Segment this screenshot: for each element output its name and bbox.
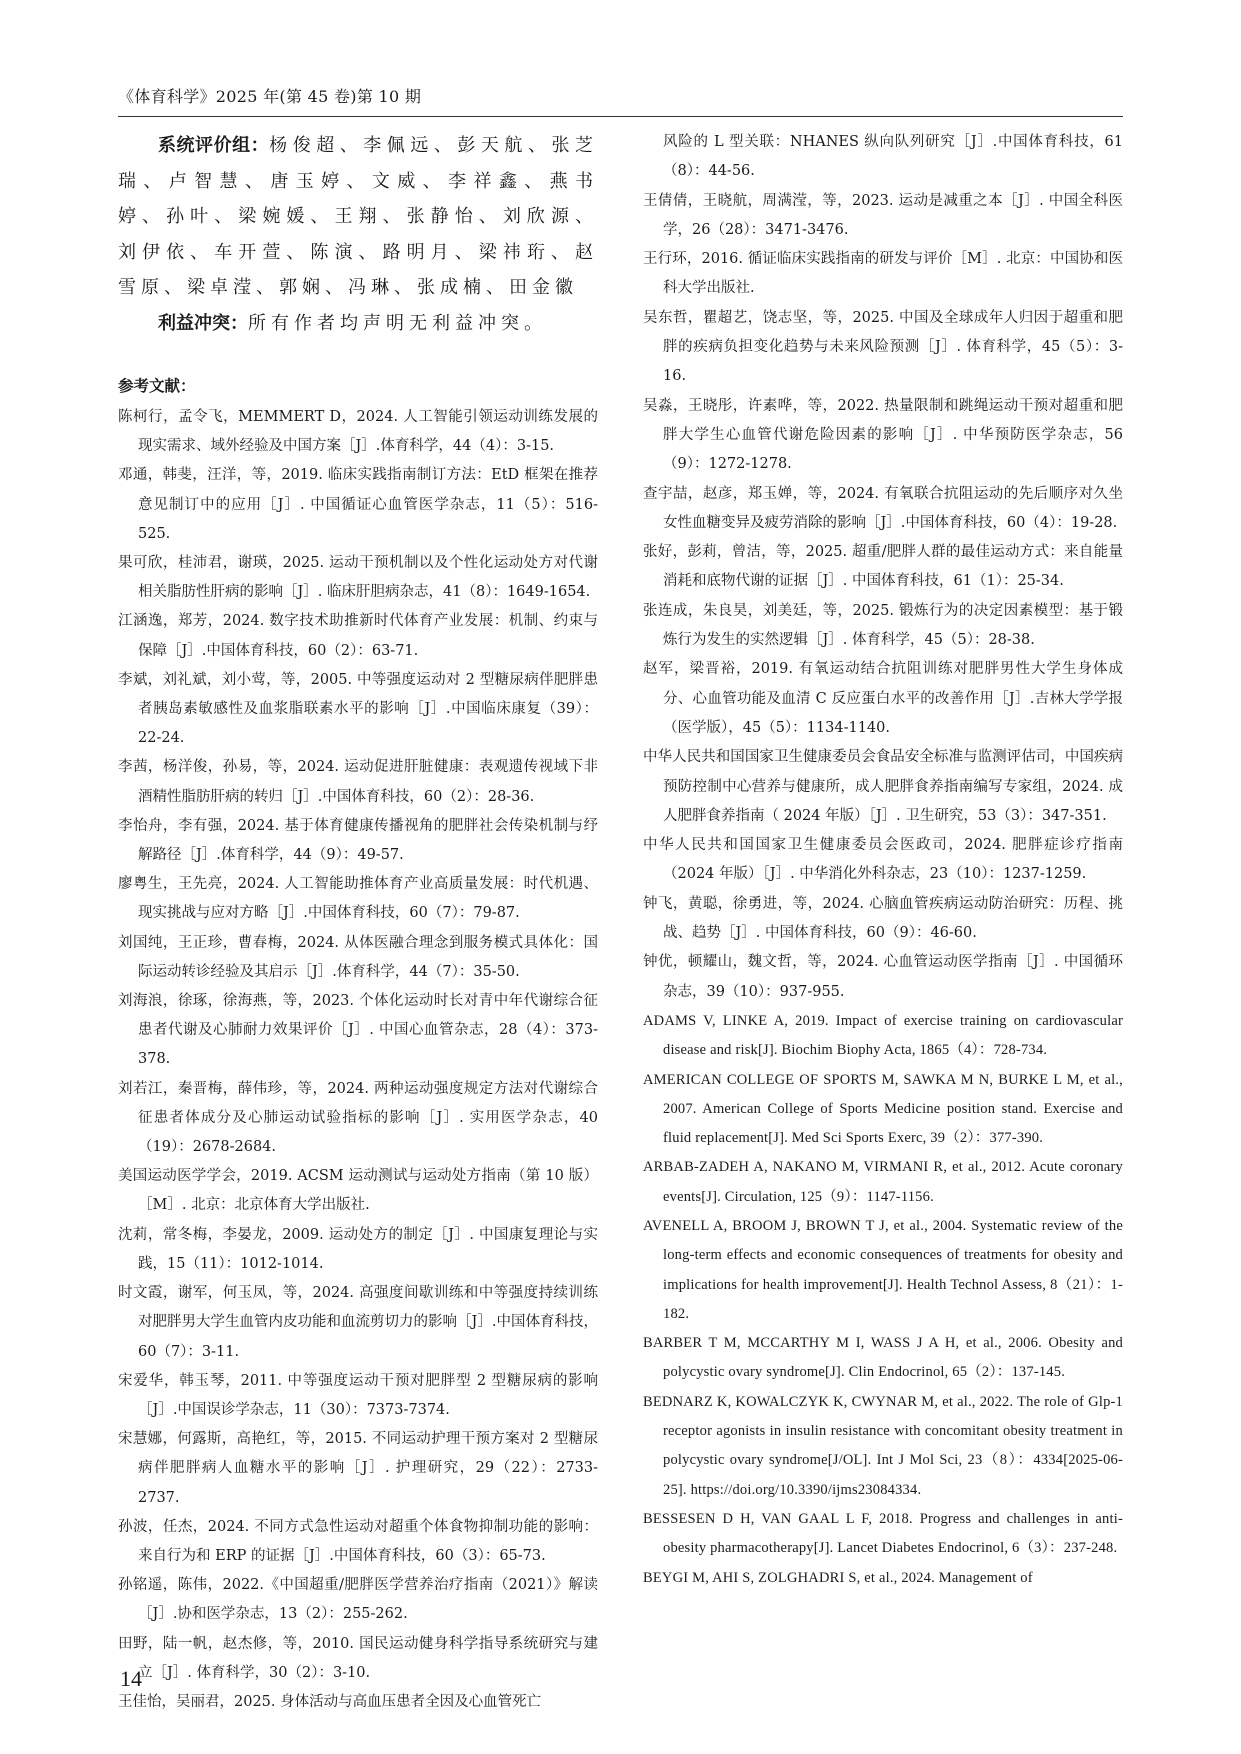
reference-item: ADAMS V, LINKE A, 2019. Impact of exercise training on cardiovascular disease and risk[J]. Biochim Biophy Acta, 1865（4）：728-734. — [643, 1012, 1123, 1059]
reference-item: 赵军，梁晋裕，2019. 有氧运动结合抗阻训练对肥胖男性大学生身体成分、心血管功能及血清 C 反应蛋白水平的改善作用［J］.吉林大学学报（医学版），45（5）：1134-1140. — [643, 661, 1123, 736]
reference-item: 刘国纯，王正珍，曹春梅，2024. 从体医融合理念到服务模式具体化：国际运动转诊经验及其启示［J］.体育科学，44（7）：35-50. — [118, 934, 598, 980]
reference-item: AMERICAN COLLEGE OF SPORTS M, SAWKA M N, BURKE L M, et al., 2007. American College of Sports Medicine position stand. Exercise and fluid replacement[J]. Med Sci Sports Exerc, 39（2）：377-390. — [643, 1071, 1123, 1147]
reference-item: 时文霞，谢军，何玉凤，等，2024. 高强度间歇训练和中等强度持续训练对肥胖男大学生血管内皮功能和血流剪切力的影响［J］.中国体育科技，60（7）：3-11. — [118, 1285, 598, 1360]
review-group-text: 杨俊超、李佩远、彭天航、张芝瑞、卢智慧、唐玉婷、文威、李祥鑫、燕书婷、孙叶、梁婉媛、王翔、张静怡、刘欣源、刘伊依、车开萱、陈演、路明月、梁祎珩、赵雪原、梁卓滢、郭娴、冯琳、张成楠、田金徽 — [118, 135, 599, 298]
reference-item: 吴东哲，瞿超艺，饶志坚，等，2025. 中国及全球成年人归因于超重和肥胖的疾病负担变化趋势与未来风险预测［J］. 体育科学，45（5）：3-16. — [643, 309, 1123, 385]
reference-item: BARBER T M, MCCARTHY M I, WASS J A H, et al., 2006. Obesity and polycystic ovary syndrome[J]. Clin Endocrinol, 65（2）：137-145. — [643, 1335, 1123, 1381]
reference-item: 宋慧娜，何露斯，高艳红，等，2015. 不同运动护理干预方案对 2 型糖尿病伴肥胖病人血糖水平的影响［J］. 护理研究，29（22）：2733-2737. — [118, 1431, 598, 1506]
reference-item: 廖粤生，王先亮，2024. 人工智能助推体育产业高质量发展：时代机遇、现实挑战与应对方略［J］.中国体育科技，60（7）：79-87. — [118, 876, 598, 922]
reference-item: 中华人民共和国国家卫生健康委员会食品安全标准与监测评估司，中国疾病预防控制中心营养与健康所，成人肥胖食养指南编写专家组，2024. 成人肥胖食养指南（ 2024 年版）［J］. 卫生研究，53（3）：347-351. — [643, 749, 1123, 824]
reference-item: BEDNARZ K, KOWALCZYK K, CWYNAR M, et al., 2022. The role of Glp-1 receptor agonists in insulin resistance with concomitant obesity treatment in polycystic ovary syndrome[J/OL]. Int J Mol Sci, 23（8）：4334[2025-06-25]. https://doi.org/10.3390/ijms23084334. — [643, 1393, 1123, 1498]
conflict-label: 利益冲突： — [158, 312, 248, 334]
running-header: 《体育科学》2025 年(第 45 卷)第 10 期 — [118, 87, 422, 106]
reference-item: 美国运动医学学会，2019. ACSM 运动测试与运动处方指南（第 10 版）［M］. 北京：北京体育大学出版社. — [118, 1168, 598, 1214]
reference-item: 孙波，任杰，2024. 不同方式急性运动对超重个体食物抑制功能的影响：来自行为和 ERP 的证据［J］.中国体育科技，60（3）：65-73. — [118, 1518, 598, 1564]
reference-item: 江涵逸，郑芳，2024. 数字技术助推新时代体育产业发展：机制、约束与保障［J］.中国体育科技，60（2）：63-71. — [118, 613, 598, 659]
references-heading: 参考文献： — [118, 377, 196, 395]
reference-item: 查宇喆，赵彦，郑玉婵，等，2024. 有氧联合抗阻运动的先后顺序对久坐女性血糖变异及疲劳消除的影响［J］.中国体育科技，60（4）：19-28. — [643, 485, 1123, 531]
conflict-paragraph — [118, 306, 598, 342]
reference-item: 孙铭遥，陈伟，2022.《中国超重/肥胖医学营养治疗指南（2021）》解读［J］.协和医学杂志，13（2）：255-262. — [118, 1577, 598, 1623]
reference-item: 刘海浪，徐琢，徐海燕，等，2023. 个体化运动时长对青中年代谢综合征患者代谢及心肺耐力效果评价［J］. 中国心血管杂志，28（4）：373-378. — [118, 993, 598, 1068]
review-group-paragraph — [118, 128, 598, 306]
review-group-label: 系统评价组： — [158, 135, 270, 156]
reference-item: 张连成，朱良昊，刘美廷，等，2025. 锻炼行为的决定因素模型：基于锻炼行为发生的实然逻辑［J］. 体育科学，45（5）：28-38. — [643, 602, 1123, 649]
right-column — [643, 128, 1123, 1593]
reference-item: 宋爱华，韩玉琴，2011. 中等强度运动干预对肥胖型 2 型糖尿病的影响［J］.中国误诊学杂志，11（30）：7373-7374. — [118, 1372, 598, 1418]
reference-item: 陈柯行，孟令飞，MEMMERT D，2024. 人工智能引领运动训练发展的现实需求、域外经验及中国方案［J］.体育科学，44（4）：3-15. — [118, 409, 598, 455]
reference-item: 王佳怡，吴丽君，2025. 身体活动与高血压患者全因及心血管死亡 — [118, 1693, 542, 1710]
reference-item: 王倩倩，王晓航，周满滢，等，2023. 运动是减重之本［J］. 中国全科医学，26（28）：3471-3476. — [643, 192, 1123, 238]
reference-item: 李茜，杨洋俊，孙易，等，2024. 运动促进肝脏健康：表观遗传视域下非酒精性脂肪肝病的转归［J］.中国体育科技，60（2）：28-36. — [118, 759, 598, 805]
reference-item: 中华人民共和国国家卫生健康委员会医政司，2024. 肥胖症诊疗指南（2024 年版）［J］. 中华消化外科杂志，23（10）：1237-1259. — [643, 837, 1123, 883]
reference-item: BESSESEN D H, VAN GAAL L F, 2018. Progress and challenges in anti-obesity pharmacotherapy[J]. Lancet Diabetes Endocrinol, 6（3）：237-248. — [643, 1510, 1123, 1557]
reference-item: BEYGI M, AHI S, ZOLGHADRI S, et al., 2024. Management of — [643, 1569, 1033, 1586]
reference-item: 王行环，2016. 循证临床实践指南的研发与评价［M］. 北京：中国协和医科大学出版社. — [643, 251, 1123, 297]
reference-item: AVENELL A, BROOM J, BROWN T J, et al., 2004. Systematic review of the long-term effects and economic consequences of treatments for obesity and implications for health improvement[J]. Health Technol Assess, 8（21）：1-182. — [643, 1217, 1123, 1322]
reference-item: 李怡舟，李有强，2024. 基于体育健康传播视角的肥胖社会传染机制与纾解路径［J］.体育科学，44（9）：49-57. — [118, 817, 598, 864]
left-column — [118, 128, 598, 1717]
reference-item: 田野，陆一帆，赵杰修，等，2010. 国民运动健身科学指导系统研究与建立［J］. 体育科学，30（2）：3-10. — [118, 1635, 598, 1681]
reference-item: 刘若江，秦晋梅，薛伟珍，等，2024. 两种运动强度规定方法对代谢综合征患者体成分及心肺运动试验指标的影响［J］. 实用医学杂志，40（19）：2678-2684. — [118, 1080, 598, 1156]
reference-item: 沈莉，常冬梅，李晏龙，2009. 运动处方的制定［J］. 中国康复理论与实践，15（11）：1012-1014. — [118, 1226, 598, 1272]
reference-item: 钟飞，黄聪，徐勇进，等，2024. 心脑血管疾病运动防治研究：历程、挑战、趋势［J］. 中国体育科技，60（9）：46-60. — [643, 895, 1123, 942]
conflict-text: 所有作者均声明无利益冲突。 — [248, 312, 547, 334]
reference-item: 邓通，韩斐，汪洋，等，2019. 临床实践指南制订方法：EtD 框架在推荐意见制订中的应用［J］. 中国循证心血管医学杂志，11（5）：516-525. — [118, 467, 598, 542]
references-list-left — [118, 403, 598, 1717]
reference-item: 钟优，顿耀山，魏文哲，等，2024. 心血管运动医学指南［J］. 中国循环杂志，39（10）：937-955. — [643, 954, 1123, 1000]
reference-item: 李斌，刘礼斌，刘小莺，等，2005. 中等强度运动对 2 型糖尿病伴肥胖患者胰岛素敏感性及血浆脂联素水平的影响［J］.中国临床康复（39）：22-24. — [118, 671, 598, 747]
reference-item: 果可欣，桂沛君，谢瑛，2025. 运动干预机制以及个性化运动处方对代谢相关脂肪性肝病的影响［J］. 临床肝胆病杂志，41（8）：1649-1654. — [118, 555, 598, 601]
header-divider — [118, 116, 1123, 117]
page-number: 14 — [120, 1666, 142, 1691]
references-list-right — [643, 128, 1123, 1593]
reference-item: ARBAB-ZADEH A, NAKANO M, VIRMANI R, et al., 2012. Acute coronary events[J]. Circulation, 125（9）：1147-1156. — [643, 1159, 1123, 1205]
reference-item: 风险的 L 型关联：NHANES 纵向队列研究［J］.中国体育科技，61（8）：44-56. — [663, 134, 1123, 180]
reference-item: 吴淼，王晓彤，许素哗，等，2022. 热量限制和跳绳运动干预对超重和肥胖大学生心血管代谢危险因素的影响［J］. 中华预防医学杂志，56（9）：1272-1278. — [643, 397, 1123, 473]
reference-item: 张好，彭莉，曾洁，等，2025. 超重/肥胖人群的最佳运动方式：来自能量消耗和底物代谢的证据［J］. 中国体育科技，61（1）：25-34. — [643, 544, 1123, 590]
